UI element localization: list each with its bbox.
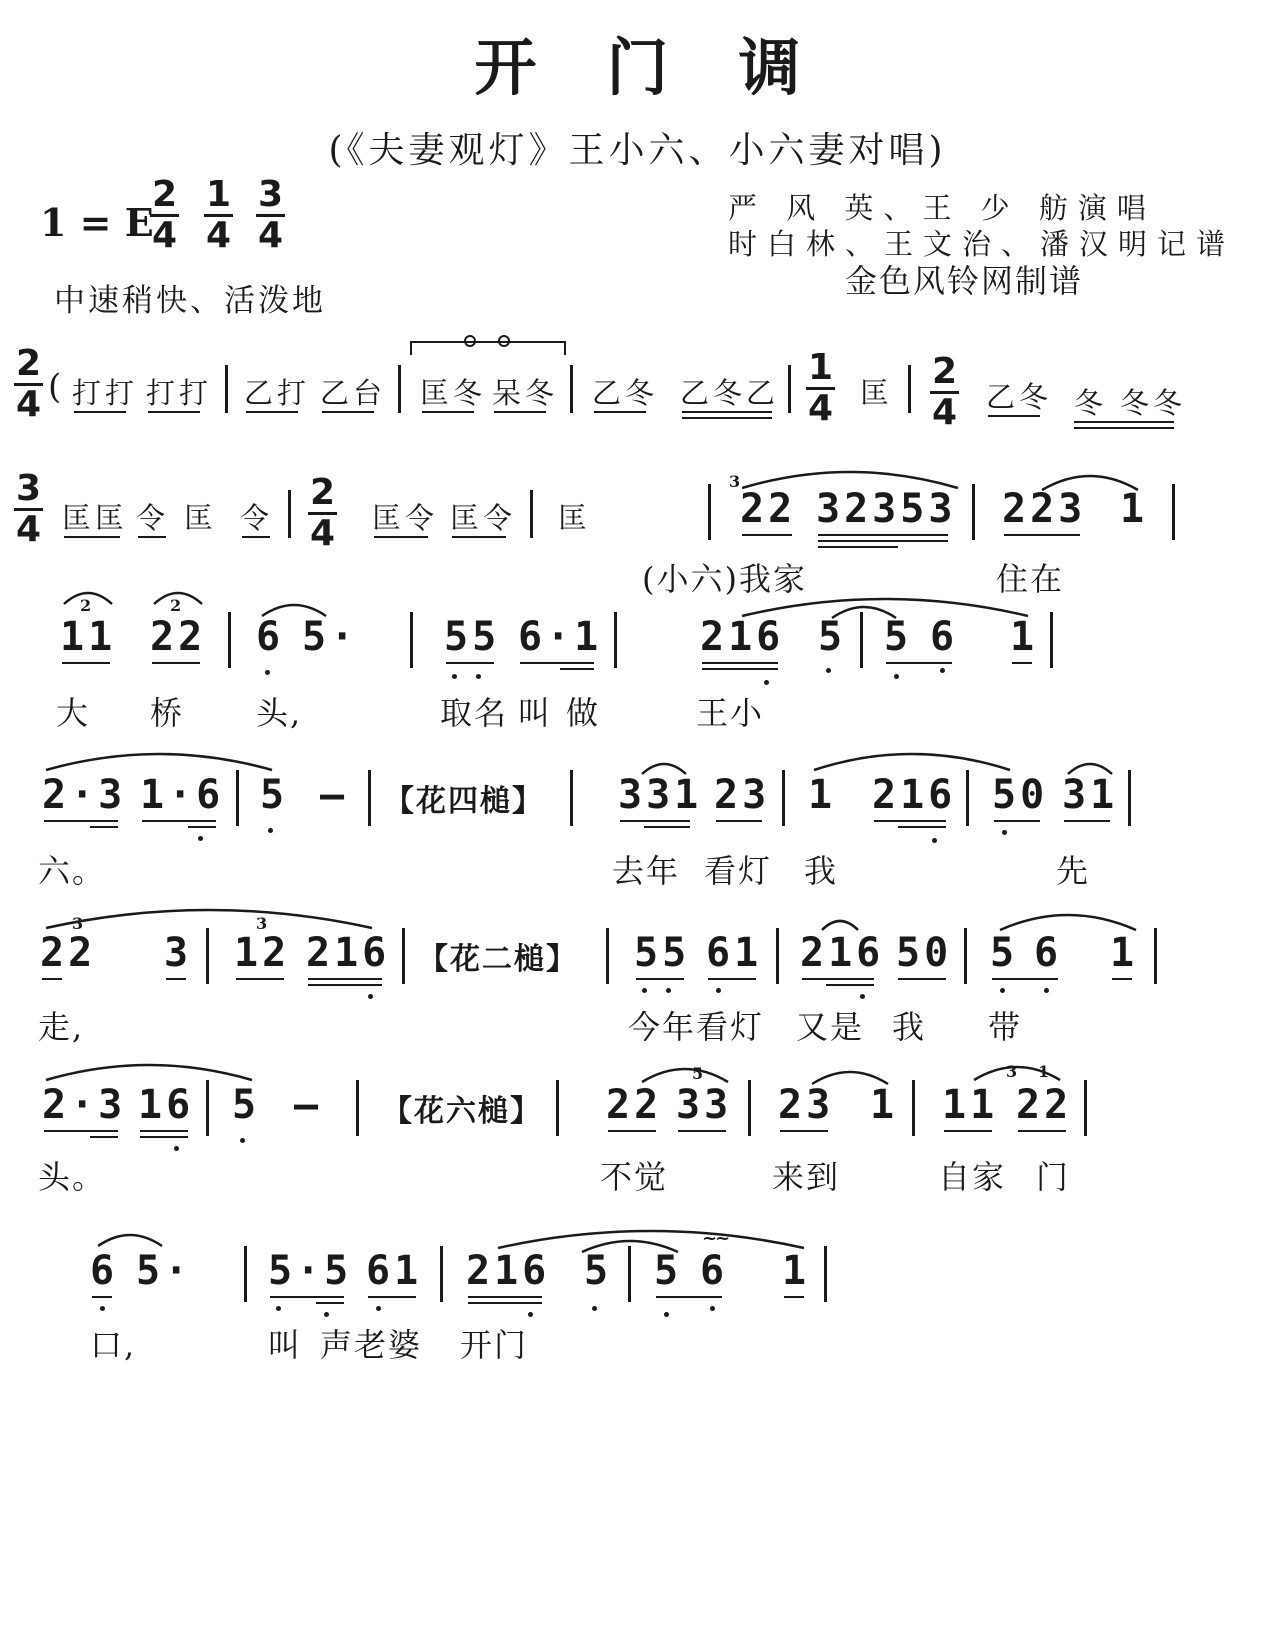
- melody-note: 50: [992, 772, 1049, 818]
- perc-cell: 匡匡: [62, 501, 129, 535]
- melody-note: 5·: [136, 1248, 193, 1294]
- melody-note: 5·5: [268, 1248, 353, 1294]
- melody-note: 1: [782, 1248, 811, 1294]
- meter-3-4: $\frac{3}{4}$: [258, 174, 284, 256]
- lyric: 开门: [460, 1326, 529, 1364]
- melody-note: 50: [896, 930, 953, 976]
- lyric: 今年看灯: [628, 1008, 765, 1046]
- melody-note: 11: [942, 1082, 999, 1128]
- melody-note: 22: [1016, 1082, 1073, 1128]
- meter-2-4: $\frac{2}{4}$: [152, 174, 178, 256]
- melody-note: 6: [1034, 930, 1063, 976]
- lyric: 看灯: [704, 852, 773, 890]
- lyric: 王小: [696, 694, 765, 732]
- row2-meter: $\frac{3}{4}$: [16, 468, 42, 550]
- row2-meter-2: $\frac{2}{4}$: [310, 472, 336, 554]
- perc-cell: 乙冬: [592, 376, 659, 410]
- lyric: 不觉: [600, 1158, 669, 1196]
- lyric: 先: [1056, 852, 1091, 890]
- melody-note: 31: [1062, 772, 1119, 818]
- grace-note: 1: [1038, 1062, 1050, 1081]
- lyric: (小六)我家: [642, 560, 807, 598]
- melody-note: 1: [1110, 930, 1139, 976]
- perc-cell: 匡令: [450, 501, 517, 535]
- perc-cell: 匡: [184, 501, 218, 535]
- lyric: 头。: [38, 1158, 107, 1196]
- melody-note: 5: [818, 614, 847, 660]
- melody-note: 331: [618, 772, 703, 818]
- lyric: 去年: [612, 852, 681, 890]
- melody-note: 5: [654, 1248, 683, 1294]
- melody-note: 2·3: [42, 772, 127, 818]
- perc-cell: 打打: [146, 376, 213, 410]
- credit-performers: 严 风 英、王 少 舫演唱: [728, 191, 1156, 225]
- melody-note: 33: [676, 1082, 733, 1128]
- melody-note: 5·: [302, 614, 359, 660]
- grace-note: 3: [1006, 1062, 1018, 1081]
- perc-cell: 匡: [860, 376, 894, 410]
- grace-note: 5: [692, 1064, 704, 1083]
- melody-note: –: [320, 772, 349, 818]
- perc-cell: 乙冬: [986, 380, 1053, 414]
- row1-meter-3: $\frac{2}{4}$: [932, 351, 958, 433]
- trill-mark: ~~: [702, 1228, 729, 1249]
- lyric: 声老婆: [320, 1326, 423, 1364]
- melody-note: 61: [366, 1248, 423, 1294]
- lyric: 带: [988, 1008, 1023, 1046]
- lyric: 门: [1036, 1158, 1071, 1196]
- melody-note: 11: [60, 614, 117, 660]
- melody-note: 3: [164, 930, 193, 976]
- melody-note: 32353: [816, 486, 957, 532]
- melody-note: 22: [740, 486, 797, 532]
- lyric: 六。: [38, 852, 107, 890]
- lyric: 走,: [38, 1008, 85, 1046]
- melody-note: 2·3: [42, 1082, 127, 1128]
- key-signature: 1 = E: [40, 200, 154, 245]
- melody-note: 55: [634, 930, 691, 976]
- perc-cell: 乙打: [244, 376, 311, 410]
- lyric: 头,: [256, 694, 303, 732]
- meter-1-4: $\frac{1}{4}$: [206, 174, 232, 256]
- perc-cell: 匡冬: [420, 376, 487, 410]
- lyric: 取名: [440, 694, 509, 732]
- lyric: 叫: [518, 694, 553, 732]
- melody-note: 6: [930, 614, 959, 660]
- melody-note: 23: [778, 1082, 835, 1128]
- credit-engraver: 金色风铃网制谱: [845, 262, 1084, 300]
- melody-note: 22: [606, 1082, 663, 1128]
- percussion-pattern-label: 【花六槌】: [382, 1094, 542, 1129]
- perc-cell: 乙台: [320, 376, 387, 410]
- lyric: 来到: [772, 1158, 841, 1196]
- lyric: 自家: [938, 1158, 1007, 1196]
- lyric: 住在: [996, 560, 1065, 598]
- row1-meter: $\frac{2}{4}$: [16, 343, 42, 425]
- melody-note: 5: [884, 614, 913, 660]
- melody-note: 22: [40, 930, 97, 976]
- melody-note: 216: [872, 772, 957, 818]
- open-paren: (: [48, 367, 66, 407]
- melody-note: 1: [870, 1082, 899, 1128]
- melody-note: 5: [584, 1248, 613, 1294]
- grace-note: 2: [80, 596, 92, 615]
- perc-cell: 匡令: [372, 501, 439, 535]
- melody-note: 1: [1120, 486, 1149, 532]
- melody-note: 223: [1002, 486, 1087, 532]
- perc-cell: 令: [240, 501, 274, 535]
- melody-note: 6: [90, 1248, 119, 1294]
- grace-note: 3: [256, 914, 268, 933]
- subtitle: (《夫妻观灯》王小六、小六妻对唱): [328, 130, 947, 171]
- melody-note: 61: [706, 930, 763, 976]
- lyric: 又是: [796, 1008, 865, 1046]
- melody-note: 6·1: [518, 614, 603, 660]
- melody-note: 23: [714, 772, 771, 818]
- perc-cell: 令: [136, 501, 170, 535]
- percussion-pattern-label: 【花二槌】: [418, 942, 578, 977]
- perc-cell: 冬: [1074, 386, 1108, 420]
- grace-note: 2: [170, 596, 182, 615]
- melody-note: 1: [808, 772, 837, 818]
- melody-note: 1·6: [140, 772, 225, 818]
- lyric: 大: [56, 694, 91, 732]
- page-title: 开门调: [474, 31, 871, 104]
- perc-cell: 呆冬: [492, 376, 559, 410]
- lyric: 做: [566, 694, 601, 732]
- lyric: 桥: [150, 694, 185, 732]
- melody-note: 5: [232, 1082, 261, 1128]
- grace-note: 3: [72, 914, 84, 933]
- melody-note: –: [294, 1082, 323, 1128]
- lyric: 叫: [268, 1326, 303, 1364]
- perc-cell: 冬冬: [1120, 386, 1187, 420]
- melody-note: 16: [138, 1082, 195, 1128]
- tempo-marking: 中速稍快、活泼地: [54, 283, 326, 319]
- perc-cell: 打打: [72, 376, 139, 410]
- credit-transcribers: 时白林、王文治、潘汉明记谱: [728, 227, 1236, 261]
- perc-cell: 匡: [558, 501, 592, 535]
- melody-note: 55: [444, 614, 501, 660]
- lyric: 口,: [90, 1326, 137, 1364]
- melody-note: 216: [700, 614, 785, 660]
- melody-note: 6: [256, 614, 285, 660]
- melody-note: 216: [306, 930, 391, 976]
- melody-note: 5: [260, 772, 289, 818]
- melody-note: 22: [150, 614, 207, 660]
- melody-note: 5: [990, 930, 1019, 976]
- melody-note: 1: [1010, 614, 1039, 660]
- melody-note: 6: [700, 1248, 729, 1294]
- grace-note: 3: [729, 472, 741, 491]
- melody-note: 216: [466, 1248, 551, 1294]
- percussion-pattern-label: 【花四槌】: [384, 784, 544, 819]
- melody-note: 12: [234, 930, 291, 976]
- lyric: 我: [804, 852, 839, 890]
- lyric: 我: [892, 1008, 927, 1046]
- row1-meter-2: $\frac{1}{4}$: [808, 347, 834, 429]
- perc-cell: 乙冬乙: [680, 376, 780, 410]
- melody-note: 216: [800, 930, 885, 976]
